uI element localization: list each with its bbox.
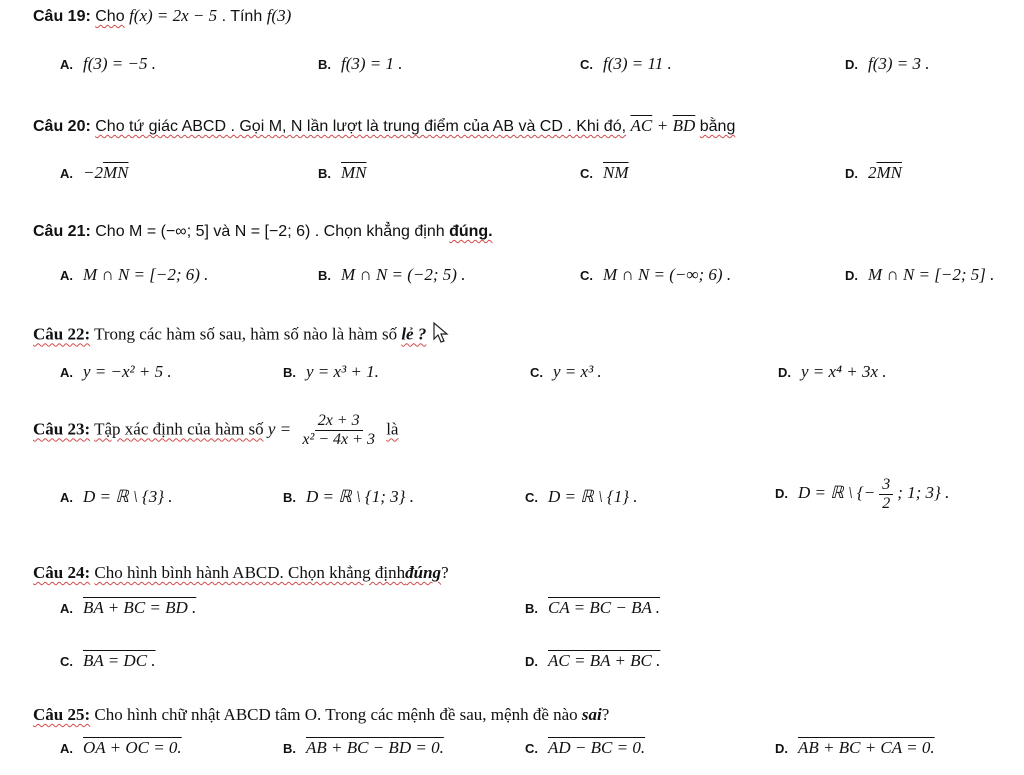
math-expression: f(3) xyxy=(266,6,292,25)
option-c[interactable] xyxy=(580,265,731,285)
question-23 xyxy=(33,412,398,449)
fraction-denominator: 2 xyxy=(882,495,891,512)
option-vector: $\overline{MN}$ xyxy=(102,163,129,182)
option-vector: $\overline{NM}$ xyxy=(603,163,629,182)
question-label: Câu 24: xyxy=(33,563,91,582)
question-stem: Cho xyxy=(95,8,125,25)
option-text: y = −x² + 5 . xyxy=(83,362,172,381)
option-letter: D. xyxy=(525,654,538,669)
question-24 xyxy=(33,563,449,583)
option-c[interactable] xyxy=(580,163,629,183)
option-letter: B. xyxy=(283,741,296,756)
option-d[interactable] xyxy=(775,738,935,758)
option-text: f(3) = 3 . xyxy=(868,54,930,73)
question-stem-emphasis: đúng xyxy=(405,563,442,582)
option-a[interactable] xyxy=(60,598,196,618)
option-letter: C. xyxy=(580,166,593,181)
option-letter: B. xyxy=(318,166,331,181)
option-text: OA + OC = 0. xyxy=(83,738,182,757)
question-25 xyxy=(33,705,609,725)
option-b[interactable] xyxy=(283,487,414,507)
option-a[interactable] xyxy=(60,487,173,507)
option-text: M ∩ N = [−2; 5] . xyxy=(868,265,995,284)
option-letter: D. xyxy=(778,365,791,380)
fraction-numerator: 3 xyxy=(879,476,893,495)
option-text: y = x⁴ + 3x . xyxy=(801,362,887,381)
option-c[interactable] xyxy=(525,487,638,507)
option-text: AB + BC + CA = 0. xyxy=(798,738,935,757)
option-text: CA = BC − BA . xyxy=(548,598,661,617)
question-stem: Tập xác định của hàm số xyxy=(94,419,264,439)
option-text: D = ℝ \ {− xyxy=(798,483,876,503)
option-text: AB + BC − BD = 0. xyxy=(306,738,444,757)
math-expression: y = xyxy=(267,419,292,439)
option-letter: A. xyxy=(60,365,73,380)
option-text: AC = BA + BC . xyxy=(548,651,661,670)
option-letter: A. xyxy=(60,741,73,756)
option-b[interactable] xyxy=(283,362,379,382)
option-letter: A. xyxy=(60,601,73,616)
question-stem: Cho tứ giác ABCD . Gọi M, N lần lượt là trung điểm của AB và CD . Khi đó, xyxy=(95,118,627,135)
option-text: M ∩ N = [−2; 6) . xyxy=(83,265,209,284)
option-letter: D. xyxy=(775,741,788,756)
question-stem-end: ? xyxy=(601,705,610,724)
question-stem: Cho hình chữ nhật ABCD tâm O. Trong các mệnh đề sau, mệnh đề nào xyxy=(94,705,578,724)
option-letter: C. xyxy=(580,57,593,72)
question-stem: . Tính xyxy=(221,8,263,25)
option-b[interactable] xyxy=(318,54,403,74)
question-21 xyxy=(33,223,493,241)
vector-bd: $\overline{BD}$ xyxy=(672,116,696,135)
option-letter: C. xyxy=(525,741,538,756)
option-text: f(3) = −5 . xyxy=(83,54,156,73)
option-d[interactable] xyxy=(775,476,949,513)
option-a[interactable] xyxy=(60,265,208,285)
option-a[interactable] xyxy=(60,362,172,382)
option-b[interactable] xyxy=(525,598,660,618)
option-letter: C. xyxy=(580,268,593,283)
option-text: f(3) = 1 . xyxy=(341,54,403,73)
option-c[interactable] xyxy=(525,738,645,758)
question-label: Câu 23: xyxy=(33,419,91,439)
option-letter: B. xyxy=(318,268,331,283)
option-coef: −2 xyxy=(83,163,103,182)
option-letter: A. xyxy=(60,268,73,283)
option-c[interactable] xyxy=(60,651,156,671)
option-a[interactable] xyxy=(60,163,128,183)
option-text: M ∩ N = (−∞; 6) . xyxy=(603,265,732,284)
option-coef: 2 xyxy=(868,163,877,182)
option-c[interactable] xyxy=(530,362,602,382)
option-letter: D. xyxy=(775,486,788,502)
option-letter: B. xyxy=(318,57,331,72)
option-letter: D. xyxy=(845,57,858,72)
question-22 xyxy=(33,322,449,349)
option-d[interactable] xyxy=(845,54,930,74)
question-label: Câu 25: xyxy=(33,705,91,724)
question-stem: Cho M = (−∞; 5] và N = [−2; 6) . Chọn khẳng định xyxy=(95,223,445,240)
option-letter: C. xyxy=(525,490,538,505)
option-b[interactable] xyxy=(283,738,444,758)
question-stem: Trong các hàm số sau, hàm số nào là hàm số xyxy=(94,324,398,344)
question-stem-bold: đúng. xyxy=(449,223,493,240)
option-a[interactable] xyxy=(60,738,182,758)
option-text: M ∩ N = (−2; 5) . xyxy=(341,265,466,284)
option-d[interactable] xyxy=(845,265,994,285)
option-letter: C. xyxy=(60,654,73,669)
plus-sign: + xyxy=(656,116,669,135)
option-vector: $\overline{MN}$ xyxy=(876,163,902,182)
option-b[interactable] xyxy=(318,163,367,183)
option-text: BA = DC . xyxy=(83,651,156,670)
mouse-cursor-icon xyxy=(433,322,449,349)
vector-ac: $\overline{AC}$ xyxy=(630,116,653,135)
option-letter: D. xyxy=(845,166,858,181)
question-stem: Cho hình bình hành ABCD. Chọn khẳng định xyxy=(94,563,406,582)
question-label: Câu 22: xyxy=(33,324,91,344)
question-stem-emphasis: lẻ ? xyxy=(401,324,427,344)
fraction-numerator: 2x + 3 xyxy=(315,412,363,431)
option-text: D = ℝ \ {3} . xyxy=(83,487,173,506)
fraction-denominator: x² − 4x + 3 xyxy=(302,431,375,448)
question-20 xyxy=(33,116,735,136)
option-text: ; 1; 3} . xyxy=(897,483,950,503)
option-letter: B. xyxy=(525,601,538,616)
option-letter: A. xyxy=(60,57,73,72)
option-letter: B. xyxy=(283,490,296,505)
option-text: BA + BC = BD . xyxy=(83,598,197,617)
option-vector: $\overline{MN}$ xyxy=(341,163,367,182)
option-letter: A. xyxy=(60,490,73,505)
question-label: Câu 20: xyxy=(33,118,91,135)
fraction xyxy=(879,476,893,513)
fraction xyxy=(299,412,378,449)
option-text: y = x³ + 1. xyxy=(306,362,379,381)
option-b[interactable] xyxy=(318,265,465,285)
option-d[interactable] xyxy=(845,163,902,183)
question-19 xyxy=(33,6,291,26)
question-stem-end: là xyxy=(386,419,399,439)
option-text: AD − BC = 0. xyxy=(548,738,646,757)
question-label: Câu 19: xyxy=(33,8,91,25)
option-letter: D. xyxy=(845,268,858,283)
question-stem-end: ? xyxy=(441,563,449,582)
option-letter: C. xyxy=(530,365,543,380)
option-text: D = ℝ \ {1} . xyxy=(548,487,638,506)
option-d[interactable] xyxy=(525,651,660,671)
option-text: y = x³ . xyxy=(553,362,602,381)
question-label: Câu 21: xyxy=(33,223,91,240)
question-stem-end: bằng xyxy=(699,118,736,135)
option-text: f(3) = 11 . xyxy=(603,54,672,73)
option-text: D = ℝ \ {1; 3} . xyxy=(306,487,414,506)
option-d[interactable] xyxy=(778,362,887,382)
option-c[interactable] xyxy=(580,54,672,74)
math-expression: f(x) = 2x − 5 xyxy=(129,6,218,25)
option-letter: B. xyxy=(283,365,296,380)
option-a[interactable] xyxy=(60,54,156,74)
option-letter: A. xyxy=(60,166,73,181)
question-stem-emphasis: sai xyxy=(581,705,602,724)
